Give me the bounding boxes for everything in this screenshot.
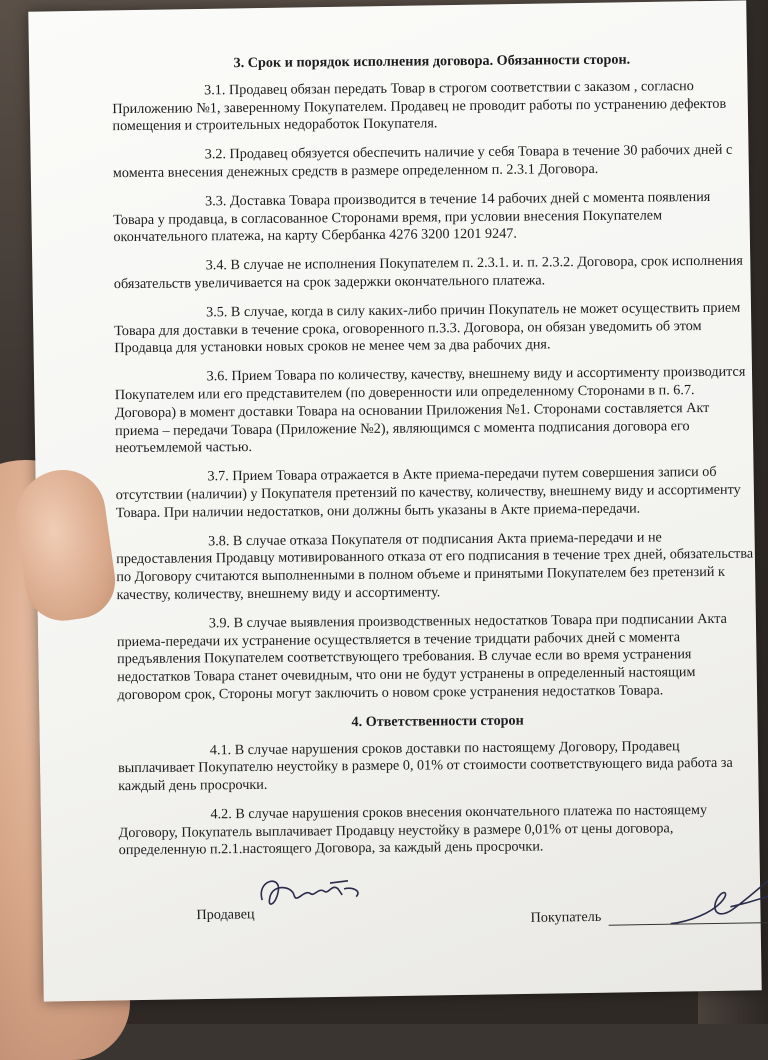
signature-row xyxy=(160,892,768,952)
clause-3-4: 3.4. В случае не исполнения Покупателем п. 2.3.1. и. п. 2.3.2. Договора, срок исполнения обязательств увеличивается на срок задержки окончательного платежа. xyxy=(113,252,743,293)
clause-3-2: 3.2. Продавец обязуется обеспечить наличие у себя Товара в течение 30 рабочих дней с момента внесения денежных средств в размере определенном п. 2.3.1 Договора. xyxy=(112,141,733,182)
clause-3-3: 3.3. Доставка Товара производится в течение 14 рабочих дней с момента появления Товара у продавца, в согласованное Сторонами время, при условии внесения Покупателем окончательного платежа, на карту Сбербанка 4276 3200 1201 9247. xyxy=(113,188,711,246)
buyer-signature xyxy=(660,862,768,934)
clause-3-1: 3.1. Продавец обязан передать Товар в строгом соответствии с заказом , согласно Приложению №1, заверенному Покупателем. Продавец не проводит работы по устранению дефектов помещения и строительных недоработок Покупателя. xyxy=(112,77,727,135)
seller-label: Продавец xyxy=(196,906,255,924)
contract-page xyxy=(28,0,761,1001)
clause-3-7: 3.7. Прием Товара отражается в Акте приема-передачи путем совершения записи об отсутствии (наличии) у Покупателя претензий по качеству, количеству, внешнему виду и ассортименту Товара. При наличии недостатков, они должны быть указаны в Акте приема-передачи. xyxy=(115,464,741,521)
clause-4-1: 4.1. В случае нарушения сроков доставки по настоящему Договору, Продавец выплачивает Покупателю неустойку в размере 0, 01% от стоимости соответствующего вида работа за каждый день просрочки. xyxy=(117,737,733,795)
clause-3-5: 3.5. В случае, когда в силу каких-либо причин Покупатель не может осуществить прием Товара для доставки в течение срока, оговоренного п.3.3. Договора, он обязан уведомить об этом Продавца для установки новых сроков не менее чем за два рабочих дня. xyxy=(114,299,741,357)
buyer-label: Покупатель xyxy=(530,908,602,926)
clause-4-2: 4.2. В случае нарушения сроков внесения окончательного платежа по настоящему Договору, Покупатель выплачивает Продавцу неустойку в размере 0,01% от цены договора, определенную п.2.1.настоящего Договора, за каждый день просрочки. xyxy=(118,801,708,859)
seller-signature xyxy=(252,868,373,920)
section-3-heading: 3. Срок и порядок исполнения договора. Обязанности сторон. xyxy=(233,51,631,72)
clause-3-9: 3.9. В случае выявления производственных недостатков Товара при подписании Акта приема-передачи их устранение осуществляется в течение тридцати рабочих дней с момента предъявления Покупателем соответствующего требования. В случае если во время устранения недостатков Товара станет очевидным, что они не будут устранены в определенный настоящим договором срок, Стороны могут заключить о новом сроке устранения недостатков Товара. xyxy=(116,610,727,704)
clause-3-6: 3.6. Прием Товара по количеству, качеству, внешнему виду и ассортименту производится Покупателем или его представителем (по доверенности или определенному Сторонами в п. 6.7. Договора) в момент доставки Товара на основании Приложения №1. Сторонами составляется Акт приема – передачи Товара (Приложение №2), являющимся с момента подписания договора его неотъемлемой частью. xyxy=(114,363,746,457)
contract-text xyxy=(112,51,759,872)
clause-3-8: 3.8. В случае отказа Покупателя от подписания Акта приема-передачи и не предоставления Продавцу мотивированного отказа от его подписания в течение трех дней, обязательства по Договору считаются выполненными в полном объеме и принятыми Покупателем без претензий к качеству, количеству, внешнему виду и ассортименту. xyxy=(116,528,754,604)
section-4-heading: 4. Ответственности сторон xyxy=(351,712,524,730)
